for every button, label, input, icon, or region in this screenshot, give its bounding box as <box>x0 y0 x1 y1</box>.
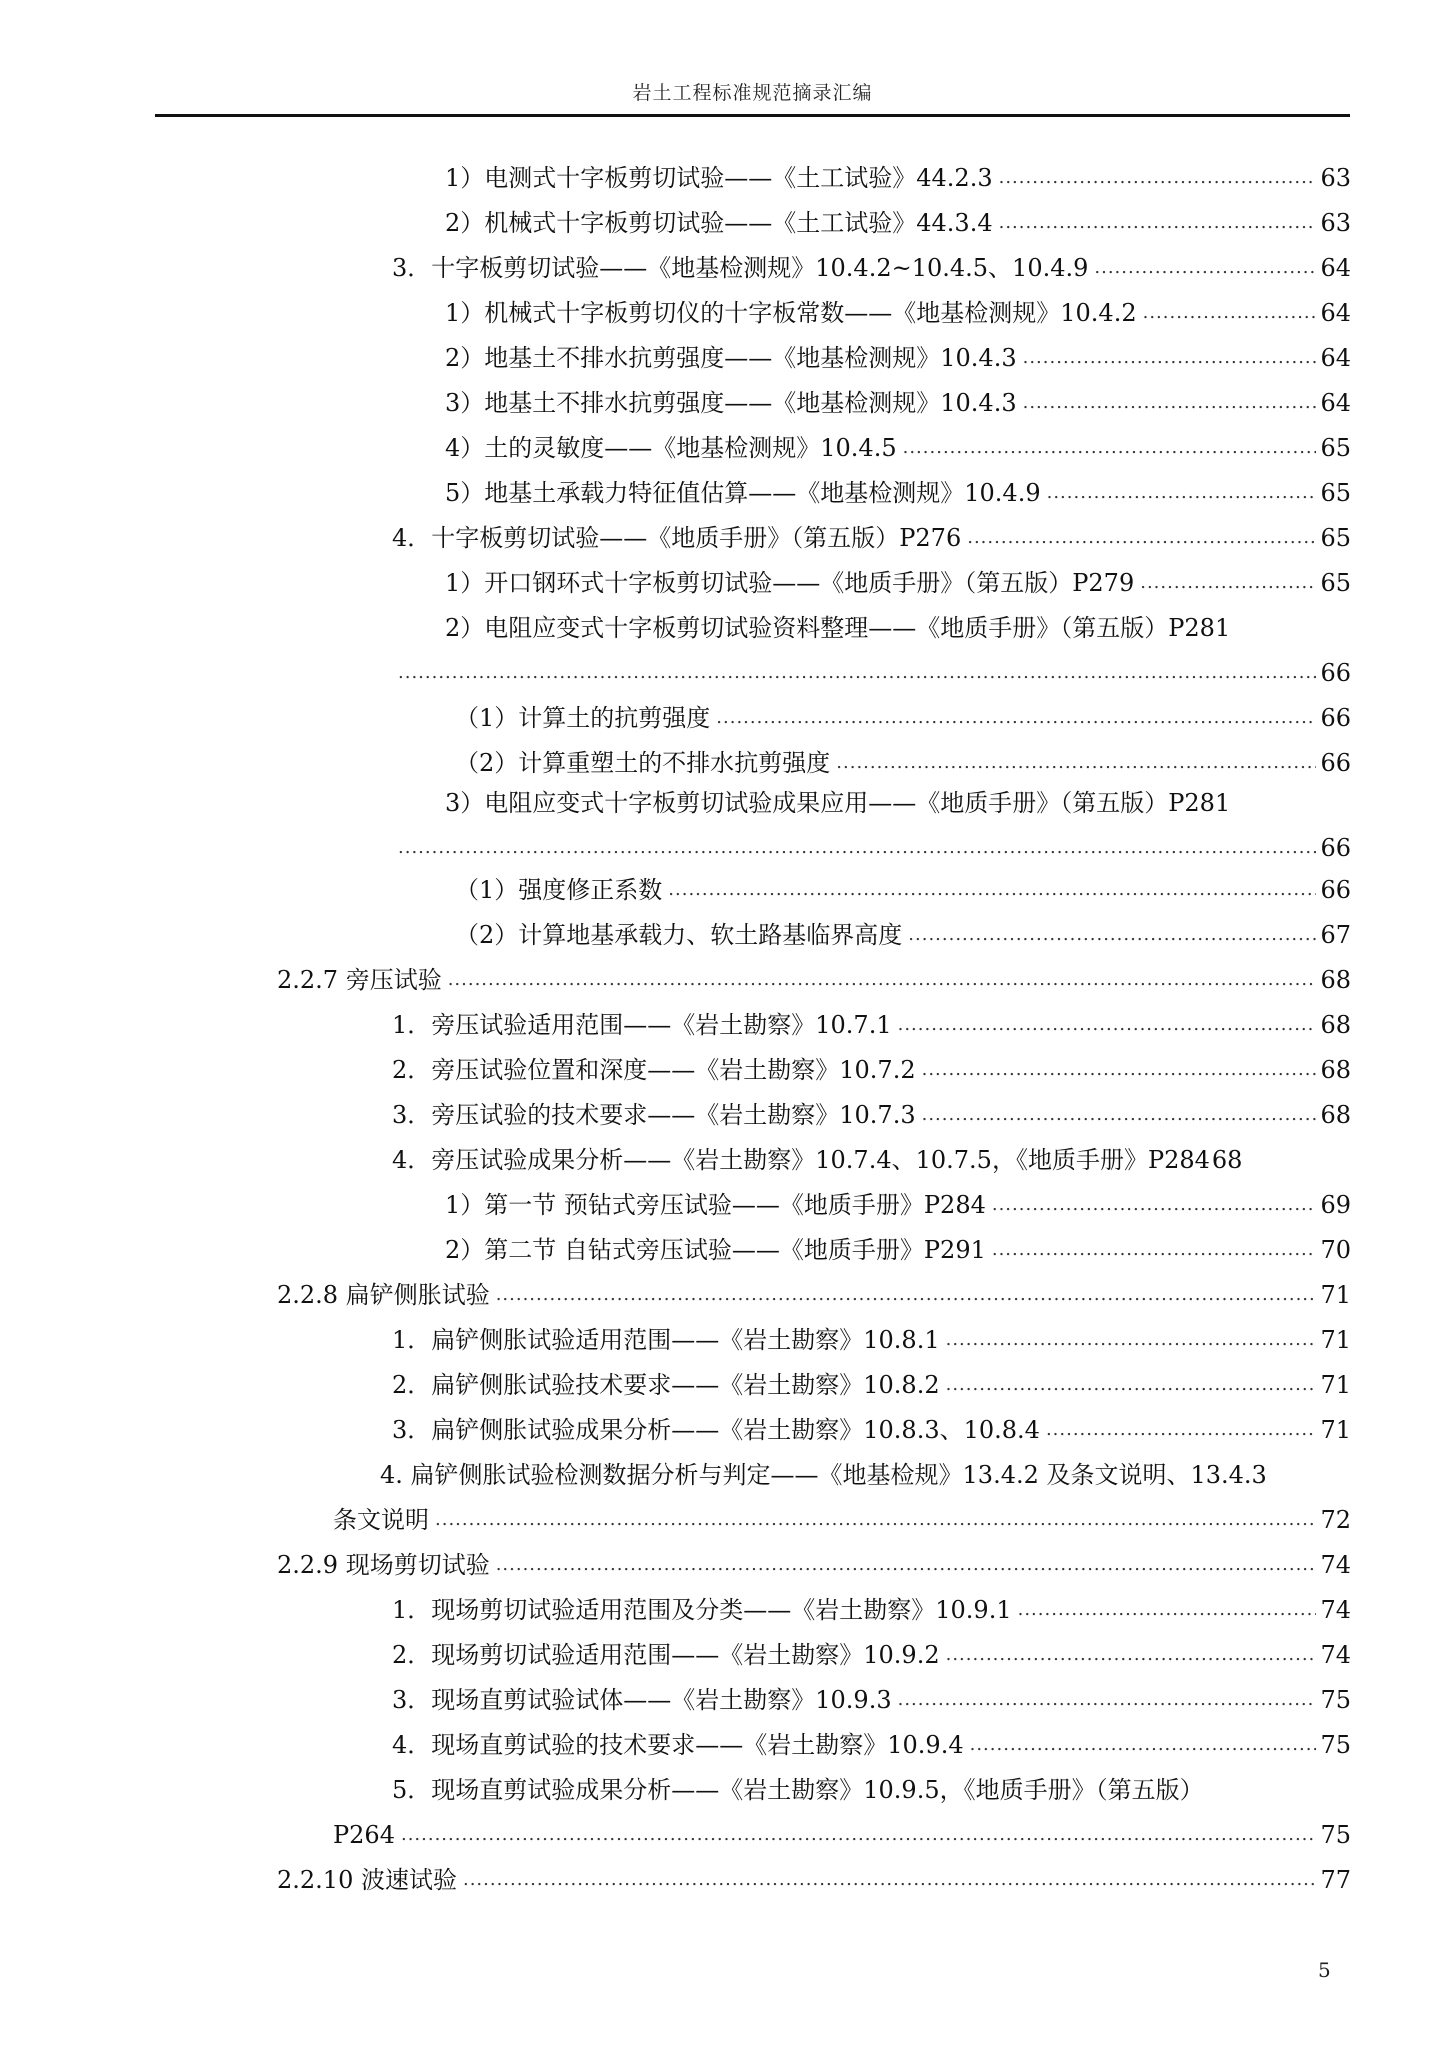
toc-entry-continuation[interactable] <box>392 649 1351 689</box>
toc-entry-page: 65 <box>1320 434 1351 462</box>
toc-entry[interactable] <box>445 1226 1351 1266</box>
toc-entry[interactable] <box>392 514 1351 554</box>
toc-entry-page: 66 <box>1320 834 1351 862</box>
dot-leader <box>922 1056 1317 1086</box>
toc-entry-page: 71 <box>1320 1281 1351 1309</box>
page-number: 5 <box>1318 1958 1331 1982</box>
toc-entry[interactable] <box>445 334 1351 374</box>
dot-leader <box>1046 1416 1317 1446</box>
toc-entry-page: 64 <box>1320 254 1351 282</box>
toc-entry[interactable] <box>445 469 1351 509</box>
dot-leader <box>463 1866 1316 1896</box>
toc-entry-continuation[interactable] <box>333 1811 1351 1851</box>
toc-entry-page: 68 <box>1320 966 1351 994</box>
toc-entry[interactable] <box>445 199 1351 239</box>
toc-section[interactable] <box>277 1271 1351 1311</box>
toc-entry-page: 74 <box>1320 1596 1351 1624</box>
toc-entry-title: P264 <box>333 1821 395 1849</box>
dot-leader <box>903 434 1317 464</box>
dot-leader <box>1018 1596 1317 1626</box>
toc-entry-title: 2.2.10 波速试验 <box>277 1866 457 1894</box>
toc-entry-page: 75 <box>1320 1821 1351 1849</box>
dot-leader <box>401 1821 1316 1851</box>
toc-entry-title: 1）电测式十字板剪切试验——《土工试验》44.2.3 <box>445 164 993 192</box>
toc-section[interactable] <box>277 956 1351 996</box>
toc-entry-title: 2．旁压试验位置和深度——《岩土勘察》10.7.2 <box>392 1056 916 1084</box>
dot-leader <box>668 876 1316 906</box>
toc-entry-title: 2.2.8 扁铲侧胀试验 <box>277 1281 490 1309</box>
toc-entry-page: 64 <box>1320 344 1351 372</box>
dot-leader <box>716 704 1316 734</box>
toc-entry[interactable] <box>455 866 1351 906</box>
dot-leader <box>1023 344 1317 374</box>
toc-entry[interactable] <box>392 244 1351 284</box>
dot-leader <box>1023 389 1317 419</box>
dot-leader <box>970 1731 1317 1761</box>
toc-entry[interactable] <box>392 1631 1351 1671</box>
toc-entry-title: 1．旁压试验适用范围——《岩土勘察》10.7.1 <box>392 1011 892 1039</box>
toc-entry-page: 68 <box>1320 1011 1351 1039</box>
toc-entry-page: 63 <box>1320 164 1351 192</box>
toc-entry-title: 1．现场剪切试验适用范围及分类——《岩土勘察》10.9.1 <box>392 1596 1012 1624</box>
toc-entry-page: 66 <box>1320 876 1351 904</box>
toc-entry-page: 66 <box>1320 704 1351 732</box>
toc-entry-page: 63 <box>1320 209 1351 237</box>
toc-entry-title: 条文说明 <box>333 1506 429 1534</box>
toc-entry-page: 69 <box>1320 1191 1351 1219</box>
dot-leader <box>967 524 1316 554</box>
toc-entry[interactable] <box>380 1451 1351 1491</box>
dot-leader <box>898 1686 1317 1716</box>
toc-entry-title: 5）地基土承载力特征值估算——《地基检测规》10.4.9 <box>445 479 1041 507</box>
toc-entry-title: 4．旁压试验成果分析——《岩土勘察》10.7.4、10.7.5，《地质手册》P284 <box>392 1146 1210 1174</box>
toc-entry-page: 77 <box>1320 1866 1351 1894</box>
toc-entry[interactable] <box>445 559 1351 599</box>
toc-entry-page: 66 <box>1320 659 1351 687</box>
toc-entry-title: 2.2.9 现场剪切试验 <box>277 1551 490 1579</box>
toc-entry[interactable] <box>392 1046 1351 1086</box>
toc-entry[interactable] <box>455 694 1351 734</box>
toc-entry[interactable] <box>392 1001 1351 1041</box>
toc-entry-title: 4. 扁铲侧胀试验检测数据分析与判定——《地基检规》13.4.2 及条文说明、13.4.3 <box>380 1461 1267 1489</box>
toc-entry-title: 4）土的灵敏度——《地基检测规》10.4.5 <box>445 434 897 462</box>
dot-leader <box>946 1371 1317 1401</box>
toc-entry[interactable] <box>392 1766 1351 1806</box>
dot-leader <box>1143 299 1317 329</box>
toc-entry-title: 1）机械式十字板剪切仪的十字板常数——《地基检测规》10.4.2 <box>445 299 1137 327</box>
toc-entry-page: 66 <box>1320 749 1351 777</box>
dot-leader <box>898 1011 1317 1041</box>
dot-leader <box>1140 569 1316 599</box>
toc-entry[interactable] <box>392 1091 1351 1131</box>
toc-entry[interactable] <box>445 1181 1351 1221</box>
dot-leader <box>908 921 1316 951</box>
toc-entry-page: 67 <box>1320 921 1351 949</box>
toc-entry-page: 72 <box>1320 1506 1351 1534</box>
toc-entry-title: 2.2.7 旁压试验 <box>277 966 442 994</box>
toc-entry[interactable] <box>392 1676 1351 1716</box>
toc-entry-page: 65 <box>1320 524 1351 552</box>
dot-leader <box>1094 254 1316 284</box>
toc-entry[interactable] <box>445 154 1351 194</box>
toc-entry-title: （1）计算土的抗剪强度 <box>455 704 711 732</box>
toc-entry-title: 3）地基土不排水抗剪强度——《地基检测规》10.4.3 <box>445 389 1017 417</box>
dot-leader <box>398 834 1316 864</box>
toc-entry-continuation[interactable] <box>392 824 1351 864</box>
toc-entry-title: 2）地基土不排水抗剪强度——《地基检测规》10.4.3 <box>445 344 1017 372</box>
toc-entry-title: 2）电阻应变式十字板剪切试验资料整理——《地质手册》（第五版）P281 <box>445 614 1231 642</box>
toc-entry-page: 65 <box>1320 569 1351 597</box>
toc-entry-title: 5．现场直剪试验成果分析——《岩土勘察》10.9.5，《地质手册》（第五版） <box>392 1776 1204 1804</box>
dot-leader <box>999 209 1317 239</box>
toc-entry-page: 74 <box>1320 1551 1351 1579</box>
toc-entry[interactable] <box>445 379 1351 419</box>
dot-leader <box>999 164 1317 194</box>
toc-entry-page: 71 <box>1320 1326 1351 1354</box>
dot-leader <box>496 1281 1317 1311</box>
dot-leader <box>946 1326 1317 1356</box>
toc-entry[interactable] <box>392 1316 1351 1356</box>
toc-entry-title: 2）机械式十字板剪切试验——《土工试验》44.3.4 <box>445 209 993 237</box>
toc-entry-page: 68 <box>1211 1146 1243 1174</box>
dot-leader <box>946 1641 1317 1671</box>
toc-entry[interactable] <box>392 1586 1351 1626</box>
dot-leader <box>992 1236 1317 1266</box>
dot-leader <box>435 1506 1316 1536</box>
toc-entry-page: 64 <box>1320 299 1351 327</box>
toc-section[interactable] <box>277 1856 1351 1896</box>
toc-entry[interactable] <box>392 1406 1351 1446</box>
toc-entry-page: 75 <box>1320 1686 1351 1714</box>
toc-entry-title: 2）第二节 自钻式旁压试验——《地质手册》P291 <box>445 1236 986 1264</box>
toc-entry-page: 70 <box>1320 1236 1351 1264</box>
toc-section[interactable] <box>277 1541 1351 1581</box>
toc-entry[interactable] <box>445 289 1351 329</box>
dot-leader <box>1047 479 1317 509</box>
toc-entry-page: 71 <box>1320 1416 1351 1444</box>
toc-entry-page: 71 <box>1320 1371 1351 1399</box>
toc-entry-title: （2）计算地基承载力、软土路基临界高度 <box>455 921 903 949</box>
toc-entry-title: 3．旁压试验的技术要求——《岩土勘察》10.7.3 <box>392 1101 916 1129</box>
toc-entry[interactable] <box>455 911 1351 951</box>
toc-entry[interactable] <box>445 604 1351 644</box>
toc-entry-title: 1）第一节 预钻式旁压试验——《地质手册》P284 <box>445 1191 986 1219</box>
toc-entry-title: 1）开口钢环式十字板剪切试验——《地质手册》（第五版）P279 <box>445 569 1135 597</box>
toc-entry-title: 3．十字板剪切试验——《地基检测规》10.4.2~10.4.5、10.4.9 <box>392 254 1089 282</box>
toc-entry-page: 74 <box>1320 1641 1351 1669</box>
toc-entry-title: （2）计算重塑土的不排水抗剪强度 <box>455 749 831 777</box>
dot-leader <box>992 1191 1317 1221</box>
toc-entry-page: 68 <box>1320 1056 1351 1084</box>
toc-entry[interactable] <box>392 1361 1351 1401</box>
toc-entry-title: 4．十字板剪切试验——《地质手册》（第五版）P276 <box>392 524 962 552</box>
toc-entry-title: 3．扁铲侧胀试验成果分析——《岩土勘察》10.8.3、10.8.4 <box>392 1416 1040 1444</box>
dot-leader <box>448 966 1317 996</box>
toc-entry-continuation[interactable] <box>333 1496 1351 1536</box>
toc-entry-title: 2．扁铲侧胀试验技术要求——《岩土勘察》10.8.2 <box>392 1371 940 1399</box>
toc-entry-title: 1．扁铲侧胀试验适用范围——《岩土勘察》10.8.1 <box>392 1326 940 1354</box>
toc-entry-title: 3）电阻应变式十字板剪切试验成果应用——《地质手册》（第五版）P281 <box>445 789 1231 817</box>
dot-leader <box>398 659 1316 689</box>
toc-entry-page: 64 <box>1320 389 1351 417</box>
running-header: 岩土工程标准规范摘录汇编 <box>632 82 873 104</box>
toc-entry-title: 3．现场直剪试验试体——《岩土勘察》10.9.3 <box>392 1686 892 1714</box>
toc-entry-page: 75 <box>1320 1731 1351 1759</box>
toc-entry[interactable] <box>455 739 1351 779</box>
toc-entry[interactable] <box>445 779 1351 819</box>
toc-entry-title: （1）强度修正系数 <box>455 876 663 904</box>
toc-entry-page: 68 <box>1320 1101 1351 1129</box>
toc-entry[interactable] <box>392 1721 1351 1761</box>
toc-entry-page: 65 <box>1320 479 1351 507</box>
toc-entry[interactable] <box>445 424 1351 464</box>
toc-entry-title: 2．现场剪切试验适用范围——《岩土勘察》10.9.2 <box>392 1641 940 1669</box>
toc-entry-title: 4．现场直剪试验的技术要求——《岩土勘察》10.9.4 <box>392 1731 964 1759</box>
dot-leader <box>496 1551 1317 1581</box>
toc-entry[interactable] <box>392 1136 1351 1176</box>
dot-leader <box>836 749 1316 779</box>
dot-leader <box>922 1101 1317 1131</box>
